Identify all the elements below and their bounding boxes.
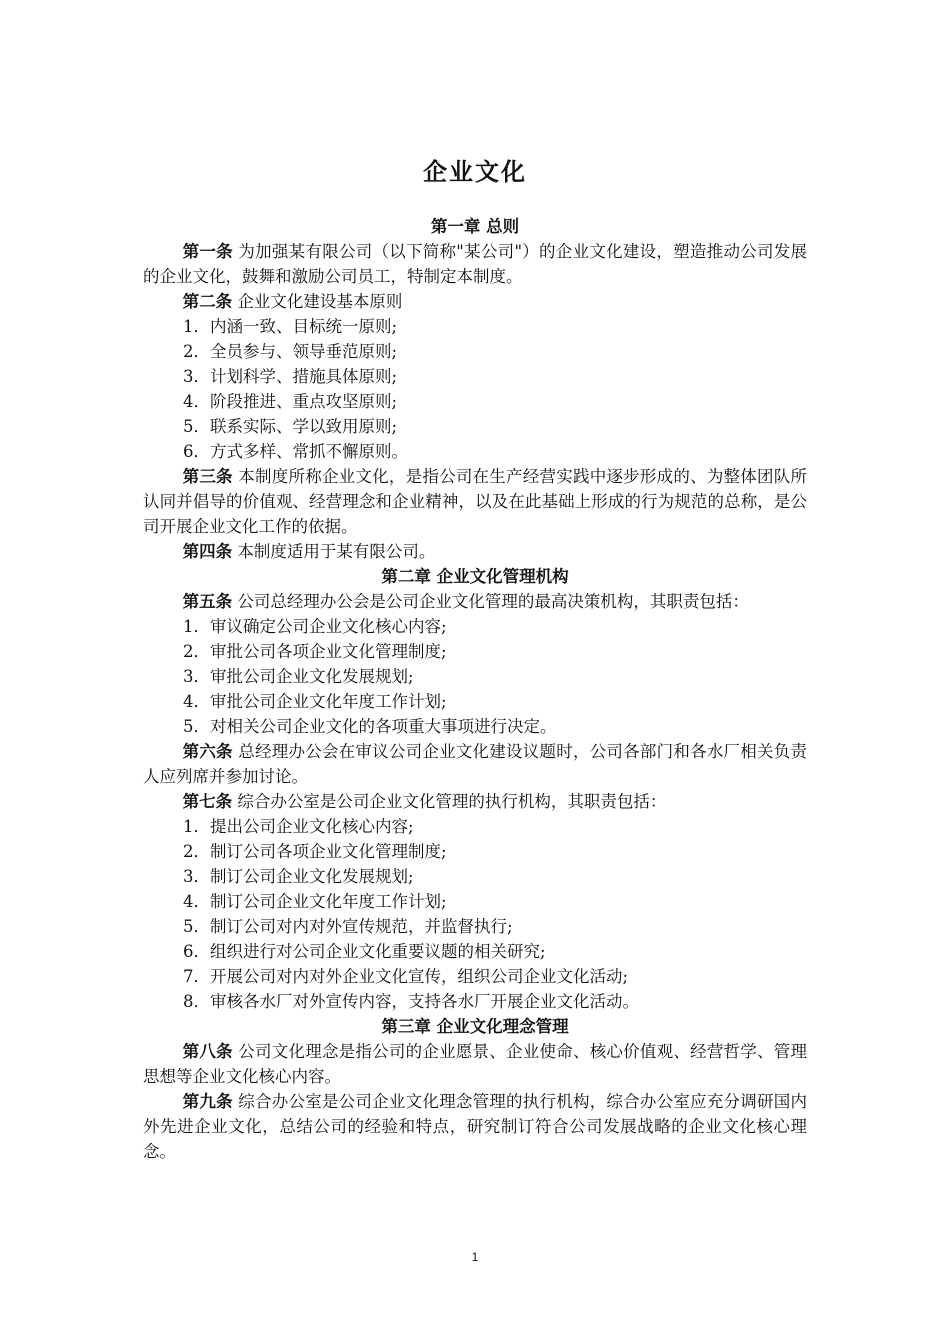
article-9-text: 综合办公室是公司企业文化理念管理的执行机构，综合办公室应充分调研国内外先进企业文化，总结公司的经验和特点，研究制订符合公司发展战略的企业文化核心理念。 (143, 1092, 807, 1161)
list-item: 3．制订公司企业文化发展规划; (183, 867, 414, 886)
article-9 (143, 1089, 807, 1164)
article-2 (143, 289, 807, 314)
article-7-text: 综合办公室是公司企业文化管理的执行机构，其职责包括： (232, 792, 667, 811)
list-item: 5．制订公司对内对外宣传规范，并监督执行; (183, 917, 513, 936)
article-7-label: 第七条 (182, 792, 233, 811)
list-item: 5．对相关公司企业文化的各项重大事项进行决定。 (183, 717, 557, 736)
article-4-label: 第四条 (182, 542, 233, 561)
article-8-text: 公司文化理念是指公司的企业愿景、企业使命、核心价值观、经营哲学、管理思想等企业文化核心内容。 (143, 1042, 807, 1086)
chapter-3-heading: 第三章 企业文化理念管理 (381, 1017, 569, 1036)
article-9-label: 第九条 (182, 1092, 233, 1111)
article-3-label: 第三条 (182, 467, 233, 486)
article-2-label: 第二条 (182, 292, 233, 311)
article-8-label: 第八条 (182, 1042, 233, 1061)
list-item: 1．提出公司企业文化核心内容; (183, 817, 414, 836)
list-item: 5．联系实际、学以致用原则; (183, 417, 398, 436)
page-number: 1 (471, 1250, 479, 1264)
article-6-text: 总经理办公会在审议公司企业文化建设议题时，公司各部门和各水厂相关负责人应列席并参加讨论。 (143, 742, 807, 786)
article-4 (143, 539, 807, 564)
article-5-label: 第五条 (182, 592, 233, 611)
list-item: 4．审批公司企业文化年度工作计划; (183, 692, 447, 711)
list-item: 7．开展公司对内对外企业文化宣传，组织公司企业文化活动; (183, 967, 629, 986)
list-item: 4．制订公司企业文化年度工作计划; (183, 892, 447, 911)
list-item: 2．全员参与、领导垂范原则; (183, 342, 398, 361)
list-item: 1．内涵一致、目标统一原则; (183, 317, 398, 336)
article-2-text: 企业文化建设基本原则 (232, 292, 403, 311)
article-3-text: 本制度所称企业文化，是指公司在生产经营实践中逐步形成的、为整体团队所认同并倡导的价值观、经营理念和企业精神，以及在此基础上形成的行为规范的总称，是公司开展企业文化工作的依据。 (143, 467, 807, 536)
list-item: 2．审批公司各项企业文化管理制度; (183, 642, 447, 661)
article-8 (143, 1039, 807, 1089)
article-1 (143, 239, 807, 289)
article-7 (143, 789, 807, 814)
chapter-2-heading: 第二章 企业文化管理机构 (381, 567, 569, 586)
article-3 (143, 464, 807, 539)
document-body (143, 214, 807, 1164)
article-4-text: 本制度适用于某有限公司。 (232, 542, 436, 561)
list-item: 6．方式多样、常抓不懈原则。 (183, 442, 408, 461)
article-5 (143, 589, 807, 614)
list-item: 3．审批公司企业文化发展规划; (183, 667, 414, 686)
list-item: 8．审核各水厂对外宣传内容，支持各水厂开展企业文化活动。 (183, 992, 639, 1011)
article-5-text: 公司总经理办公会是公司企业文化管理的最高决策机构，其职责包括： (232, 592, 749, 611)
list-item: 6．组织进行对公司企业文化重要议题的相关研究; (183, 942, 546, 961)
list-item: 3．计划科学、措施具体原则; (183, 367, 398, 386)
list-item: 1．审议确定公司企业文化核心内容; (183, 617, 447, 636)
chapter-1-heading: 第一章 总则 (430, 217, 520, 236)
article-6 (143, 739, 807, 789)
document-title: 企业文化 (423, 158, 527, 186)
list-item: 4．阶段推进、重点攻坚原则; (183, 392, 398, 411)
article-1-text: 为加强某有限公司（以下简称"某公司"）的企业文化建设，塑造推动公司发展的企业文化，鼓舞和激励公司员工，特制定本制度。 (143, 242, 807, 286)
list-item: 2．制订公司各项企业文化管理制度; (183, 842, 447, 861)
article-1-label: 第一条 (182, 242, 233, 261)
article-6-label: 第六条 (182, 742, 233, 761)
